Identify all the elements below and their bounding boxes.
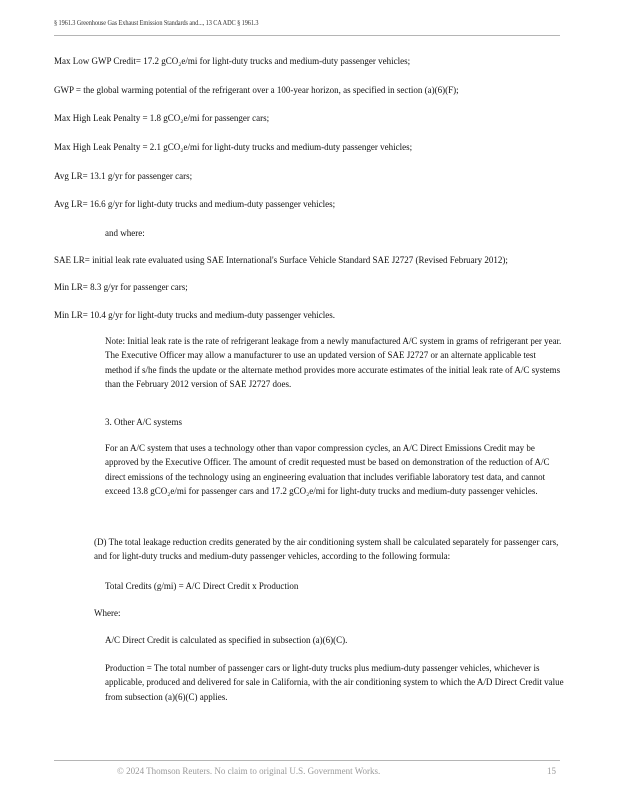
total-credits-formula: Total Credits (g/mi) = A/C Direct Credit x Production bbox=[105, 581, 299, 591]
where-label: Where: bbox=[94, 608, 121, 618]
avg-lr-cars-line: Avg LR= 13.1 g/yr for passenger cars; bbox=[54, 171, 193, 181]
gwp-definition-line: GWP = the global warming potential of the refrigerant over a 100-year horizon, as specified in section (a)(6)(F); bbox=[54, 85, 459, 95]
ac-direct-credit-definition: A/C Direct Credit is calculated as specified in subsection (a)(6)(C). bbox=[105, 635, 348, 645]
page-number: 15 bbox=[547, 766, 556, 776]
other-ac-systems-paragraph: For an A/C system that uses a technology other than vapor compression cycles, an A/C Direct Emissions Credit may be approved by the Executive Officer. The amount of credit requested must be based on demonstration of the reduction of A/C direct emissions of the technology using an engineering evaluation that includes verifiable laboratory test data, and cannot exceed 13.8 gCO₂e/mi for passenger cars and 17.2 gCO₂e/mi for light-duty trucks and medium-duty passenger vehicles. bbox=[105, 443, 550, 497]
other-ac-systems-heading: 3. Other A/C systems bbox=[105, 417, 183, 427]
min-lr-cars-line: Min LR= 8.3 g/yr for passenger cars; bbox=[54, 282, 188, 292]
max-high-leak-penalty-trucks-line: Max High Leak Penalty = 2.1 gCO₂e/mi for light-duty trucks and medium-duty passenger vehicles; bbox=[54, 142, 413, 152]
min-lr-trucks-line: Min LR= 10.4 g/yr for light-duty trucks and medium-duty passenger vehicles. bbox=[54, 310, 336, 320]
footer-rule bbox=[54, 760, 560, 761]
copyright-notice: © 2024 Thomson Reuters. No claim to original U.S. Government Works. bbox=[117, 766, 381, 776]
max-low-gwp-credit-line: Max Low GWP Credit= 17.2 gCO₂e/mi for light-duty trucks and medium-duty passenger vehicles; bbox=[54, 56, 411, 66]
running-header: § 1961.3 Greenhouse Gas Exhaust Emission Standards and..., 13 CA ADC § 1961.3 bbox=[54, 19, 259, 27]
max-high-leak-penalty-cars-line: Max High Leak Penalty = 1.8 gCO₂e/mi for passenger cars; bbox=[54, 113, 270, 123]
production-definition: Production = The total number of passenger cars or light-duty trucks plus medium-duty passenger vehicles, whichever is applicable, produced and delivered for sale in California, with the air conditioning system to which the A/D Direct Credit value from subsection (a)(6)(C) applies. bbox=[105, 663, 564, 702]
initial-leak-rate-note: Note: Initial leak rate is the rate of refrigerant leakage from a newly manufactured A/C system in grams of refrigerant per year. The Executive Officer may allow a manufacturer to use an updated version of SAE J2727 or an alternate applicable test method if s/he finds the update or the alternate method provides more accurate estimates of the initial leak rate of A/C systems than the February 2012 version of SAE J2727 does. bbox=[105, 336, 562, 390]
sae-lr-definition-line: SAE LR= initial leak rate evaluated using SAE International's Surface Vehicle Standard SAE J2727 (Revised February 2012); bbox=[54, 255, 508, 265]
total-leakage-credits-paragraph: (D) The total leakage reduction credits generated by the air conditioning system shall be calculated separately for passenger cars, and for light-duty trucks and medium-duty passenger vehicles, according to the following formula: bbox=[94, 537, 559, 562]
and-where-line: and where: bbox=[105, 228, 145, 238]
header-rule bbox=[54, 35, 560, 36]
avg-lr-trucks-line: Avg LR= 16.6 g/yr for light-duty trucks and medium-duty passenger vehicles; bbox=[54, 199, 336, 209]
